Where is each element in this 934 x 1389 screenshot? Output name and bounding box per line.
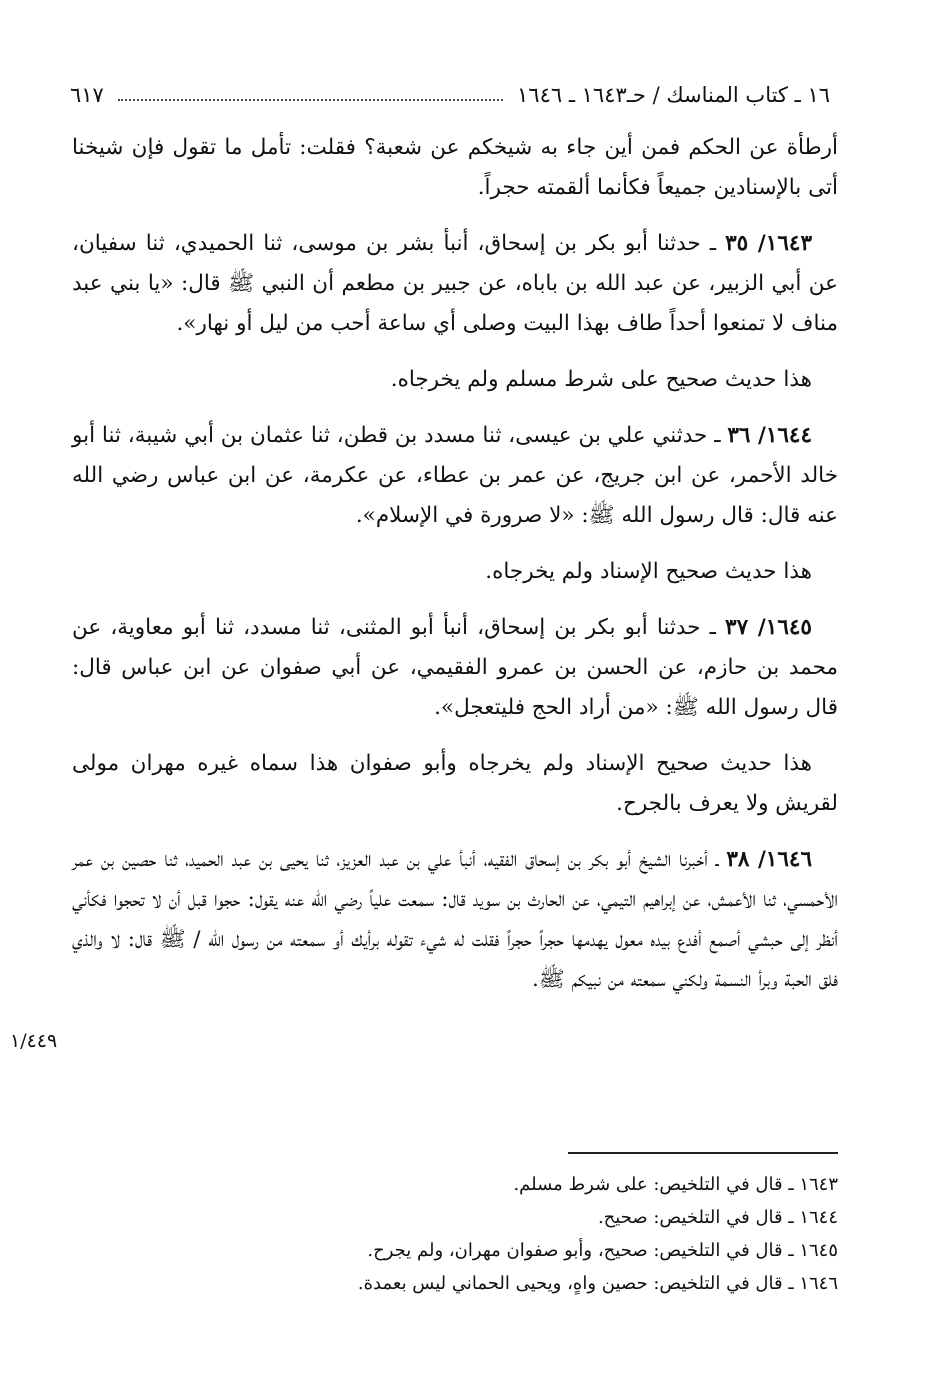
main-text: [72, 128, 838, 1016]
paragraph-text: أرطأة عن الحكم فمن أين جاء به شيخكم عن شعبة؟ فقلت: تأمل ما تقول فإن شيخنا أتى بالإسنادين جميعاً فكأنما ألقمته حجراً.: [72, 135, 838, 200]
margin-volume-page-ref: ١/٤٤٩: [10, 1030, 58, 1052]
hadith-number: ١٦٤٦/ ٣٨: [726, 847, 812, 872]
hadith-1644: [72, 416, 838, 536]
footnote-item: ١٦٤٥ ـ قال في التلخيص: صحيح، وأبو صفوان مهران، ولم يجرح.: [367, 1240, 838, 1261]
footnotes: [90, 1168, 838, 1300]
grading-text: هذا حديث صحيح على شرط مسلم ولم يخرجاه.: [390, 367, 812, 392]
hadith-number: ١٦٤٤/ ٣٦: [727, 423, 813, 448]
header-title: ١٦ ـ كتاب المناسك / حـ١٦٤٣ ـ ١٦٤٦: [517, 83, 830, 107]
grading-text: هذا حديث صحيح الإسناد ولم يخرجاه وأبو صفوان هذا سماه غيره مهران مولى لقريش ولا يعرف بالجرح.: [72, 751, 838, 816]
grading-1643: [72, 360, 838, 400]
hadith-text: ـ حدثنا أبو بكر بن إسحاق، أنبأ أبو المثنى، ثنا مسدد، ثنا أبو معاوية، عن محمد بن حازم، عن الحسن بن عمرو الفقيمي، عن أبي صفوان عن ابن عباس قال: قال رسول الله ﷺ: «من أراد الحج فليتعجل».: [72, 615, 838, 720]
hadith-text: ـ أخبرنا الشيخ أبو بكر بن إسحاق الفقيه، أنبأ علي بن عبد العزيز، ثنا يحيى بن عبد الحميد، ثنا حصين بن عمر الأحمسي، ثنا الأعمش، عن إبراهيم التيمي، عن الحارث بن سويد قال: سمعت علياً رضي الله عنه يقول: حجوا قبل أن لا تحجوا فكأني أنظر إلى حبشي أصمع أفدع بيده معول يهدمها حجراً حجراً فقلت له شيء تقوله برأيك أو سمعته من رسول الله / ﷺ قال: لا والذي فلق الحبة وبرأ النسمة ولكني سمعته من نبيكم ﷺ.: [72, 847, 838, 992]
header-dot-leader: [118, 89, 503, 101]
footnote-item: ١٦٤٤ ـ قال في التلخيص: صحيح.: [597, 1207, 838, 1228]
footnote-item: ١٦٤٣ ـ قال في التلخيص: على شرط مسلم.: [513, 1174, 838, 1195]
footnote-divider: [568, 1152, 838, 1154]
paragraph-continuation: [72, 128, 838, 208]
hadith-1646: [72, 840, 838, 1000]
grading-1645: [72, 744, 838, 824]
hadith-number: ١٦٤٣/ ٣٥: [725, 231, 812, 256]
hadith-text: ـ حدثنا أبو بكر بن إسحاق، أنبأ بشر بن موسى، ثنا الحميدي، ثنا سفيان، عن أبي الزبير، عن عبد الله بن باباه، عن جبير بن مطعم أن النبي ﷺ قال: «يا بني عبد مناف لا تمنعوا أحداً طاف بهذا البيت وصلى أي ساعة أحب من ليل أو نهار».: [72, 231, 838, 336]
hadith-number: ١٦٤٥/ ٣٧: [725, 615, 812, 640]
hadith-1645: [72, 608, 838, 728]
grading-1644: [72, 552, 838, 592]
grading-text: هذا حديث صحيح الإسناد ولم يخرجاه.: [485, 559, 812, 584]
hadith-1643: [72, 224, 838, 344]
running-header: [70, 78, 830, 112]
page-number: ٦١٧: [70, 83, 104, 107]
hadith-text: ـ حدثني علي بن عيسى، ثنا مسدد بن قطن، ثنا عثمان بن أبي شيبة، ثنا أبو خالد الأحمر، عن ابن جريج، عن عمر بن عطاء، عن عكرمة، عن ابن عباس رضي الله عنه قال: قال رسول الله ﷺ: «لا صرورة في الإسلام».: [72, 423, 838, 528]
footnote-item: ١٦٤٦ ـ قال في التلخيص: حصين واهٍ، ويحيى الحماني ليس بعمدة.: [357, 1273, 838, 1294]
